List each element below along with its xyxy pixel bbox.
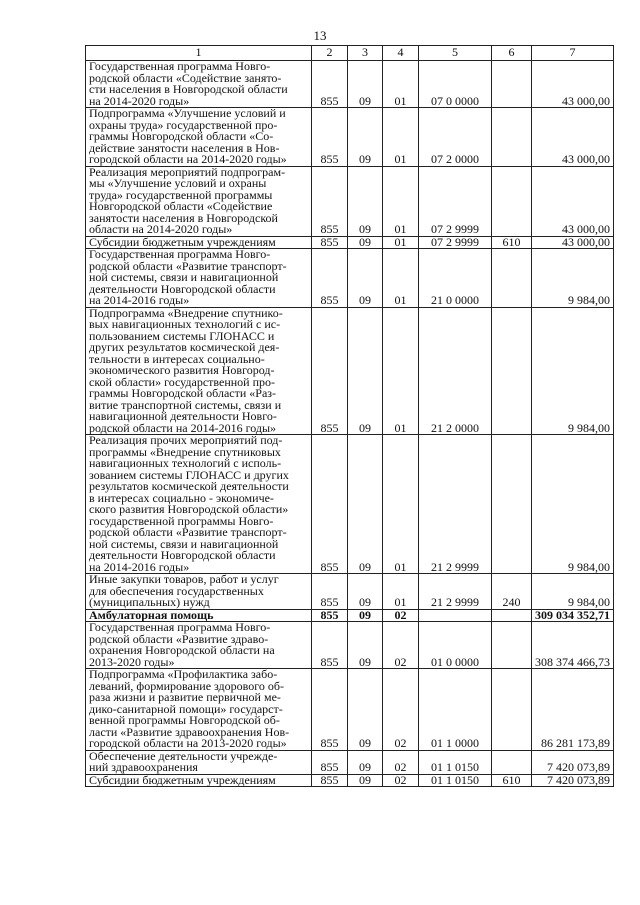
row-amount: 7 420 073,89	[532, 750, 614, 774]
row-target-code: 07 2 0000	[419, 108, 492, 167]
header-col-1: 1	[86, 46, 312, 61]
row-ministry-code: 855	[312, 166, 348, 236]
row-amount: 86 281 173,89	[532, 669, 614, 751]
row-amount: 9 984,00	[532, 574, 614, 610]
row-expense-type	[492, 750, 532, 774]
row-expense-type	[492, 609, 532, 622]
row-name: Субсидии бюджетным учреждениям	[86, 774, 312, 787]
row-expense-type	[492, 307, 532, 435]
row-amount: 9 984,00	[532, 249, 614, 308]
row-subsection-code: 01	[383, 108, 419, 167]
row-subsection-code: 02	[383, 622, 419, 669]
row-name: Подпрограмма «Профилактика забо- леваний, формирование здорового об- раза жизни и развитие первичной ме- дико-санитарной помощи» государст- венной программы Новгородской об- ласти «Развитие здравоохранения Нов- городской области на 2013-2020 годы»	[86, 669, 312, 751]
row-name: Государственная программа Новго- родской области «Развитие здраво- охранения Новгородской области на 2013-2020 годы»	[86, 622, 312, 669]
page-number: 13	[313, 28, 327, 43]
row-section-code: 09	[348, 669, 383, 751]
row-name: Подпрограмма «Улучшение условий и охраны труда» государственной про- граммы Новгородской области «Со- действие занятости населения в Нов- городской области на 2014-2020 годы»	[86, 108, 312, 167]
table-row	[86, 774, 614, 787]
row-section-code: 09	[348, 236, 383, 249]
row-subsection-code: 02	[383, 774, 419, 787]
row-amount: 308 374 466,73	[532, 622, 614, 669]
row-ministry-code: 855	[312, 669, 348, 751]
row-expense-type: 610	[492, 774, 532, 787]
row-ministry-code: 855	[312, 622, 348, 669]
row-section-code: 09	[348, 574, 383, 610]
header-col-3: 3	[348, 46, 383, 61]
table-row	[86, 669, 614, 751]
row-ministry-code: 855	[312, 574, 348, 610]
row-expense-type	[492, 249, 532, 308]
budget-table	[85, 45, 614, 787]
row-ministry-code: 855	[312, 249, 348, 308]
row-ministry-code: 855	[312, 307, 348, 435]
row-target-code: 21 2 9999	[419, 435, 492, 574]
row-ministry-code: 855	[312, 750, 348, 774]
row-name: Обеспечение деятельности учрежде- ний здравоохранения	[86, 750, 312, 774]
row-name: Реализация прочих мероприятий под- программы «Внедрение спутниковых навигационных технологий с исполь- зованием системы ГЛОНАСС и других результатов космической деятельности в интересах социально - экономиче- ского развития Новгородской области» государственной программы Новго- родской области «Развитие транспорт- ной системы, связи и навигационной деятельности Новгородской области на 2014-2016 годы»	[86, 435, 312, 574]
row-name: Субсидии бюджетным учреждениям	[86, 236, 312, 249]
row-target-code: 01 0 0000	[419, 622, 492, 669]
row-expense-type: 610	[492, 236, 532, 249]
row-expense-type	[492, 61, 532, 108]
table-body	[86, 61, 614, 787]
row-section-code: 09	[348, 108, 383, 167]
row-section-code: 09	[348, 61, 383, 108]
row-ministry-code: 855	[312, 774, 348, 787]
row-name: Реализация мероприятий подпрограм- мы «Улучшение условий и охраны труда» государственной программы Новгородской области «Содействие занятости населения в Новгородской области на 2014-2020 годы»	[86, 166, 312, 236]
row-subsection-code: 01	[383, 166, 419, 236]
table-row	[86, 435, 614, 574]
row-ministry-code: 855	[312, 61, 348, 108]
row-amount: 9 984,00	[532, 435, 614, 574]
table-row	[86, 166, 614, 236]
row-expense-type	[492, 166, 532, 236]
row-amount: 9 984,00	[532, 307, 614, 435]
row-section-code: 09	[348, 622, 383, 669]
row-subsection-code: 02	[383, 669, 419, 751]
row-subsection-code: 01	[383, 574, 419, 610]
row-target-code: 21 2 9999	[419, 574, 492, 610]
row-target-code: 07 2 9999	[419, 166, 492, 236]
row-amount: 43 000,00	[532, 61, 614, 108]
row-amount: 43 000,00	[532, 166, 614, 236]
row-name: Амбулаторная помощь	[86, 609, 312, 622]
row-target-code: 01 1 0150	[419, 774, 492, 787]
row-subsection-code: 02	[383, 609, 419, 622]
row-section-code: 09	[348, 435, 383, 574]
row-name: Иные закупки товаров, работ и услуг для обеспечения государственных (муниципальных) нужд	[86, 574, 312, 610]
header-col-5: 5	[419, 46, 492, 61]
row-amount: 43 000,00	[532, 108, 614, 167]
row-section-code: 09	[348, 750, 383, 774]
header-col-2: 2	[312, 46, 348, 61]
row-ministry-code: 855	[312, 435, 348, 574]
row-ministry-code: 855	[312, 236, 348, 249]
row-expense-type	[492, 669, 532, 751]
row-expense-type: 240	[492, 574, 532, 610]
row-target-code: 21 0 0000	[419, 249, 492, 308]
row-name: Государственная программа Новго- родской области «Развитие транспорт- ной системы, связи и навигационной деятельности Новгородской области на 2014-2016 годы»	[86, 249, 312, 308]
table-row	[86, 108, 614, 167]
row-section-code: 09	[348, 609, 383, 622]
row-subsection-code: 01	[383, 249, 419, 308]
row-expense-type	[492, 435, 532, 574]
row-name: Подпрограмма «Внедрение спутнико- вых навигационных технологий с ис- пользованием системы ГЛОНАСС и других результатов космической дея- тельности в интересах социально- экономического развития Новгород- ской области» государственной про- граммы Новгородской области «Раз- витие транспортной системы, связи и навигационной деятельности Новго- родской области на 2014-2016 годы»	[86, 307, 312, 435]
table-row	[86, 307, 614, 435]
row-subsection-code: 01	[383, 435, 419, 574]
row-target-code: 07 2 9999	[419, 236, 492, 249]
row-target-code: 01 1 0000	[419, 669, 492, 751]
row-amount: 7 420 073,89	[532, 774, 614, 787]
row-ministry-code: 855	[312, 108, 348, 167]
row-subsection-code: 02	[383, 750, 419, 774]
row-ministry-code: 855	[312, 609, 348, 622]
row-expense-type	[492, 622, 532, 669]
table-row	[86, 750, 614, 774]
row-amount: 43 000,00	[532, 236, 614, 249]
row-target-code: 01 1 0150	[419, 750, 492, 774]
row-amount: 309 034 352,71	[532, 609, 614, 622]
row-subsection-code: 01	[383, 236, 419, 249]
header-col-6: 6	[492, 46, 532, 61]
row-section-code: 09	[348, 249, 383, 308]
row-section-code: 09	[348, 166, 383, 236]
row-expense-type	[492, 108, 532, 167]
row-target-code	[419, 609, 492, 622]
row-name: Государственная программа Новго- родской области «Содействие занято- сти населения в Новгородской области на 2014-2020 годы»	[86, 61, 312, 108]
row-subsection-code: 01	[383, 307, 419, 435]
row-section-code: 09	[348, 774, 383, 787]
row-subsection-code: 01	[383, 61, 419, 108]
row-target-code: 21 2 0000	[419, 307, 492, 435]
table-row	[86, 249, 614, 308]
table-row	[86, 574, 614, 610]
row-section-code: 09	[348, 307, 383, 435]
table-row	[86, 622, 614, 669]
header-col-4: 4	[383, 46, 419, 61]
table-row	[86, 61, 614, 108]
row-target-code: 07 0 0000	[419, 61, 492, 108]
header-col-7: 7	[532, 46, 614, 61]
